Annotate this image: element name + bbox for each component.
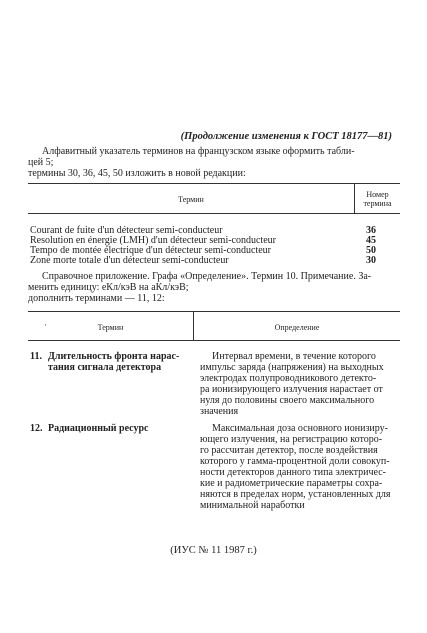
table-5-header-term: Термин — [178, 195, 204, 204]
definition-line: нуля до половины своего максимального — [200, 395, 375, 406]
term-name: Zone morte totale d'un détecteur semi-conducteur — [30, 255, 229, 266]
term-number: 45 — [366, 235, 376, 246]
appendix-line-3: дополнить терминами — 11, 12: — [28, 293, 165, 304]
term-definition — [200, 351, 400, 417]
table-5-header-number — [355, 190, 400, 208]
definition-line: Интервал времени, в течение которого — [212, 351, 376, 362]
definition-line: импульс заряда (напряжения) на выходных — [200, 362, 384, 373]
definition-line: ющего излучения, на регистрацию которо- — [200, 434, 383, 445]
intro-paragraph — [28, 146, 397, 179]
definition-table-top-rule — [28, 311, 400, 312]
definition-line: минимальной наработки — [200, 500, 305, 511]
term-number: 30 — [366, 255, 376, 266]
intro-line-3: термины 30, 36, 45, 50 изложить в новой редакции: — [28, 168, 246, 179]
definition-line: Максимальная доза основного ионизиру- — [212, 423, 388, 434]
term-name — [48, 423, 193, 434]
definition-table-header-rule — [28, 340, 400, 341]
term-definition — [200, 423, 400, 511]
definition-header-term: Термин — [97, 323, 124, 332]
table-marker: · — [44, 320, 47, 330]
definition-line: ности детекторов данного типа электричес- — [200, 467, 386, 478]
term-line: Длительность фронта нарас- — [48, 351, 180, 362]
appendix-line-1: Справочное приложение. Графа «Определение». Термин 10. Примечание. За- — [42, 271, 372, 282]
definition-line: ра ионизирующего излучения нарастает от — [200, 384, 383, 395]
continuation-header: (Продолжение изменения к ГОСТ 18177—81) — [180, 131, 392, 142]
definition-line: электродах полупроводникового детекто- — [200, 373, 377, 384]
intro-line-2: цей 5; — [28, 157, 54, 168]
definition-line: значения — [200, 406, 239, 417]
table-5-top-rule — [28, 183, 400, 184]
appendix-line-2: менить единицу: eКл/кэВ на aКл/кэВ; — [28, 282, 189, 293]
appendix-paragraph — [28, 271, 397, 304]
definition-line: которого у гамма-процентной доли совокуп- — [200, 456, 390, 467]
term-name — [48, 351, 193, 373]
term-name: Resolution en énergie (LMH) d'un détecteur semi-conducteur — [30, 235, 276, 246]
intro-line-1: Алфавитный указатель терминов на французском языке оформить табли- — [42, 146, 355, 157]
table-5-header-number-line-1: Номер — [366, 190, 389, 199]
term-number: 36 — [366, 225, 376, 236]
table-row — [30, 256, 400, 266]
definition-line: няются в пределах норм, установленных для — [200, 489, 391, 500]
term-number: 11. — [30, 351, 42, 362]
term-name: Courant de fuite d'un détecteur semi-conducteur — [30, 225, 223, 236]
definition-line: кие и радиометрические параметры сохра- — [200, 478, 383, 489]
definition-line: го рассчитан детектор, после воздействия — [200, 445, 378, 456]
table-5-header-number-line-2: термина — [363, 199, 392, 208]
term-number: 50 — [366, 245, 376, 256]
term-line: Радиационный ресурс — [48, 423, 149, 434]
term-name: Tempo de montée électrique d'un détecteur semi-conducteur — [30, 245, 272, 256]
definition-header-definition: Определение — [274, 323, 320, 332]
publication-footer: (ИУС № 11 1987 г.) — [170, 545, 257, 556]
term-number: 12. — [30, 423, 43, 434]
table-5-header-rule — [28, 213, 400, 214]
term-line: тания сигнала детектора — [48, 362, 162, 373]
